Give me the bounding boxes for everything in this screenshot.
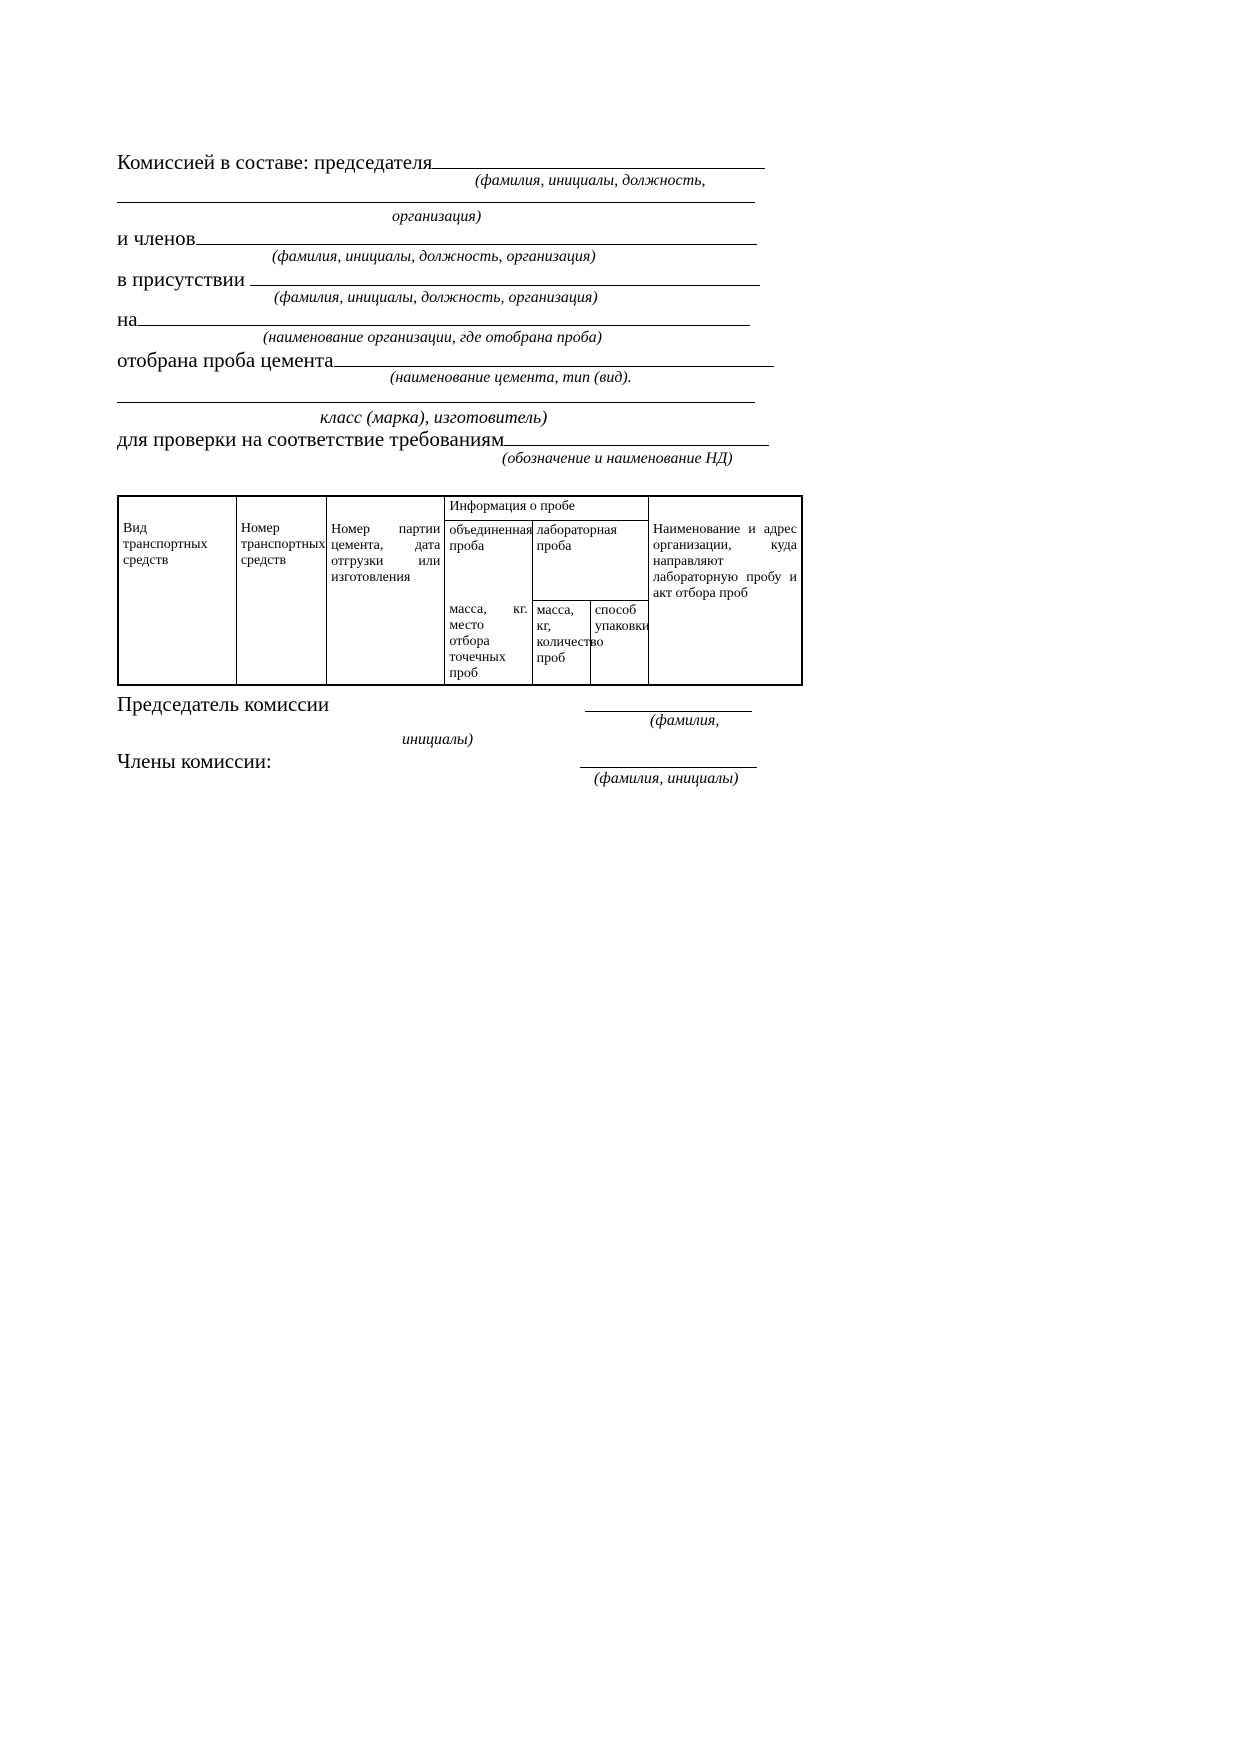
sig-chair-hint-2: инициалы): [402, 731, 474, 748]
header-combined-sub: масса, кг. место отбора точечных проб: [445, 600, 532, 685]
header-vehicle: Вид транспортных средств: [118, 520, 236, 600]
presence-line: [117, 267, 760, 291]
chair-label: Комиссией в составе: председателя: [117, 150, 433, 174]
chair-field-continued[interactable]: [117, 202, 755, 203]
at-hint: (наименование организации, где отобрана проба): [263, 329, 602, 346]
sample-table: [117, 495, 803, 686]
table-cell: [649, 496, 803, 520]
chair-field[interactable]: [432, 152, 765, 169]
header-batch: Номер партии цемента, дата отгрузки или изготовления: [327, 520, 445, 600]
check-hint: (обозначение и наименование НД): [502, 450, 733, 467]
header-lab-pack: способ упаковки: [590, 600, 648, 685]
sig-members-hint: (фамилия, инициалы): [594, 770, 739, 787]
sample-field-continued[interactable]: [117, 402, 755, 403]
header-lab: лабораторная проба: [532, 520, 648, 600]
sig-chair-label: Председатель комиссии: [117, 692, 330, 716]
header-info: Информация о пробе: [445, 496, 649, 520]
table-cell: [327, 496, 445, 520]
sig-members-label: Члены комиссии:: [117, 749, 272, 773]
presence-hint: (фамилия, инициалы, должность, организация): [274, 289, 598, 306]
members-hint: (фамилия, инициалы, должность, организация): [272, 248, 596, 265]
table-cell: [118, 496, 236, 520]
sample-label: отобрана проба цемента: [117, 348, 334, 372]
table-cell: [118, 600, 236, 685]
header-combined: объединенная проба: [445, 520, 532, 600]
table-cell: [236, 496, 326, 520]
chair-line: [117, 150, 765, 174]
at-field[interactable]: [138, 309, 750, 326]
members-line: [117, 226, 757, 250]
presence-field[interactable]: [250, 269, 760, 286]
presence-label: в присутствии: [117, 267, 246, 291]
sig-chair-hint-1: (фамилия,: [650, 712, 720, 729]
header-lab-mass: масса, кг, количество проб: [532, 600, 590, 685]
check-label: для проверки на соответствие требованиям: [117, 427, 505, 451]
sig-members-field[interactable]: [580, 767, 757, 768]
at-line: [117, 307, 750, 331]
at-label: на: [117, 307, 138, 331]
check-field[interactable]: [504, 429, 769, 446]
chair-hint-2: организация): [392, 208, 482, 225]
header-vehicle-number: Номер транспортных средств: [236, 520, 326, 600]
sample-field[interactable]: [334, 350, 774, 367]
members-label: и членов: [117, 226, 196, 250]
class-hint: класс (марка), изготовитель): [320, 407, 548, 427]
header-org: Наименование и адрес организации, куда направляют лабораторную пробу и акт отбора проб: [653, 522, 797, 601]
chair-hint-1: (фамилия, инициалы, должность,: [475, 172, 706, 189]
table-cell: [236, 600, 326, 685]
members-field[interactable]: [196, 228, 757, 245]
sample-hint: (наименование цемента, тип (вид).: [390, 369, 632, 386]
check-line: [117, 427, 769, 451]
table-cell: [327, 600, 445, 685]
